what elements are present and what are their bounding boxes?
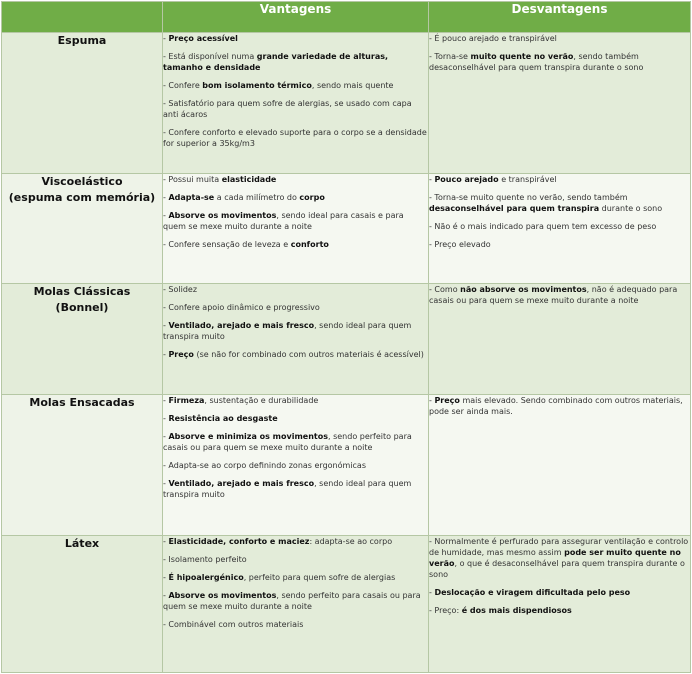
bullet-item xyxy=(163,51,428,73)
text-run: - Não é o mais indicado para quem tem excesso de peso xyxy=(429,222,657,231)
text-run: - xyxy=(163,34,169,43)
bullet-item xyxy=(429,239,690,250)
text-run: - xyxy=(163,211,169,220)
vantagens-cell xyxy=(163,33,429,174)
bullet-item xyxy=(163,33,428,44)
text-run: - xyxy=(163,414,169,423)
text-run: - Confere sensação de leveza e xyxy=(163,240,291,249)
table-row xyxy=(2,536,691,673)
text-run: : adapta-se ao corpo xyxy=(309,537,393,546)
table-row xyxy=(2,174,691,284)
row-name-line: Molas Clássicas xyxy=(33,285,131,298)
comparison-table xyxy=(1,1,691,673)
bullet-item xyxy=(163,554,428,565)
bold-text: Preço xyxy=(168,350,194,359)
text-run: - Está disponível numa xyxy=(163,52,257,61)
vantagens-cell xyxy=(163,174,429,284)
text-run: - xyxy=(163,321,169,330)
text-run: - Como xyxy=(429,285,461,294)
bullet-item xyxy=(163,478,428,500)
text-run: , sendo perfeito para casais ou para quem se mexe muito durante a noite xyxy=(163,591,421,611)
text-run: a cada milímetro do xyxy=(214,193,300,202)
text-run: - Confere apoio dinâmico e progressivo xyxy=(163,303,320,312)
text-run: , sendo mais quente xyxy=(311,81,394,90)
bullet-item xyxy=(163,302,428,313)
text-run: - xyxy=(163,591,169,600)
text-run: , sendo ideal para quem transpira muito xyxy=(163,479,412,499)
text-run: - Preço: xyxy=(429,606,462,615)
bullet-item xyxy=(163,349,428,360)
desvantagens-cell xyxy=(429,33,691,174)
vantagens-cell xyxy=(163,395,429,536)
bold-text: conforto xyxy=(290,240,329,249)
bullet-item xyxy=(429,33,690,44)
bullet-item xyxy=(429,536,690,580)
text-run: , sendo ideal para casais e para quem se mexe muito durante a noite xyxy=(163,211,404,231)
text-run: - xyxy=(429,588,435,597)
desvantagens-cell xyxy=(429,395,691,536)
row-name-line: (Bonnel) xyxy=(55,301,109,314)
bullet-item xyxy=(163,98,428,120)
text-run: - Confere xyxy=(163,81,203,90)
bold-text: Ventilado, arejado e mais fresco xyxy=(168,479,315,488)
text-run: - xyxy=(429,175,435,184)
bold-text: Firmeza xyxy=(168,396,205,405)
text-run: - xyxy=(429,396,435,405)
row-name-line: Molas Ensacadas xyxy=(29,396,135,409)
bullet-item xyxy=(163,174,428,185)
bullet-item xyxy=(163,320,428,342)
bold-text: corpo xyxy=(299,193,325,202)
bullet-item xyxy=(429,192,690,214)
header-blank-cell xyxy=(2,2,163,33)
table-row xyxy=(2,33,691,174)
text-run: - Possui muita xyxy=(163,175,222,184)
bullet-item xyxy=(163,536,428,547)
bullet-item xyxy=(163,239,428,250)
text-run: - xyxy=(163,396,169,405)
bold-text: é dos mais dispendiosos xyxy=(461,606,572,615)
text-run: - Confere conforto e elevado suporte para o corpo se a densidade for superior a 35kg/m3 xyxy=(163,128,427,148)
bullet-item xyxy=(429,174,690,185)
text-run: - Solidez xyxy=(163,285,198,294)
bold-text: pode ser muito quente no verão xyxy=(429,548,681,568)
text-run: - Preço elevado xyxy=(429,240,491,249)
text-run: - Torna-se muito quente no verão, sendo também xyxy=(429,193,628,202)
text-run: , perfeito para quem sofre de alergias xyxy=(243,573,396,582)
bullet-item xyxy=(163,431,428,453)
vantagens-cell xyxy=(163,284,429,395)
bullet-item xyxy=(163,210,428,232)
desvantagens-cell xyxy=(429,536,691,673)
bold-text: Preço xyxy=(434,396,460,405)
vantagens-cell xyxy=(163,536,429,673)
bold-text: Elasticidade, conforto e maciez xyxy=(168,537,310,546)
row-name-line: Espuma xyxy=(57,34,107,47)
text-run: e transpirável xyxy=(498,175,557,184)
bullet-item xyxy=(163,413,428,424)
row-name-line: Viscoelástico xyxy=(41,175,123,188)
bullet-item xyxy=(163,192,428,203)
desvantagens-cell xyxy=(429,284,691,395)
bold-text: desaconselhável para quem transpira xyxy=(429,204,600,213)
row-name-line: (espuma com memória) xyxy=(8,191,156,204)
text-run: - Torna-se xyxy=(429,52,471,61)
text-run: - Adapta-se ao corpo definindo zonas ergonómicas xyxy=(163,461,367,470)
bullet-item xyxy=(163,284,428,295)
text-run: , sendo perfeito para casais ou para quem se mexe muito durante a noite xyxy=(163,432,412,452)
bullet-item xyxy=(429,284,690,306)
bullet-item xyxy=(429,587,690,598)
text-run: durante o sono xyxy=(599,204,663,213)
bullet-item xyxy=(429,51,690,73)
bullet-item xyxy=(163,80,428,91)
bullet-item xyxy=(163,572,428,583)
bold-text: É hipoalergénico xyxy=(168,573,244,582)
desvantagens-cell xyxy=(429,174,691,284)
text-run: - xyxy=(163,479,169,488)
bold-text: Absorve os movimentos xyxy=(168,591,277,600)
text-run: - Satisfatório para quem sofre de alergias, se usado com capa anti ácaros xyxy=(163,99,412,119)
bold-text: grande variedade de alturas, tamanho e densidade xyxy=(163,52,389,72)
bold-text: Resistência ao desgaste xyxy=(168,414,278,423)
text-run: - xyxy=(163,432,169,441)
text-run: , o que é desaconselhável para quem transpira durante o sono xyxy=(429,559,685,579)
text-run: , sustentação e durabilidade xyxy=(204,396,319,405)
table-row xyxy=(2,395,691,536)
text-run: (se não for combinado com outros materiais é acessível) xyxy=(193,350,424,359)
text-run: - Isolamento perfeito xyxy=(163,555,247,564)
bold-text: Ventilado, arejado e mais fresco xyxy=(168,321,315,330)
bullet-item xyxy=(429,605,690,616)
text-run: - xyxy=(163,573,169,582)
bold-text: Deslocação e viragem dificultada pelo peso xyxy=(434,588,631,597)
row-name-line: Látex xyxy=(64,537,100,550)
bullet-item xyxy=(163,590,428,612)
table-row xyxy=(2,284,691,395)
row-name xyxy=(2,284,163,395)
bold-text: Absorve e minimiza os movimentos xyxy=(168,432,328,441)
bullet-item xyxy=(429,221,690,232)
bold-text: muito quente no verão xyxy=(470,52,574,61)
bullet-item xyxy=(163,619,428,630)
bullet-item xyxy=(163,460,428,471)
bold-text: Preço acessível xyxy=(168,34,238,43)
text-run: - xyxy=(163,193,169,202)
row-name xyxy=(2,395,163,536)
header-vantagens: Vantagens xyxy=(163,2,429,33)
row-name xyxy=(2,536,163,673)
bullet-item xyxy=(163,395,428,406)
bullet-item xyxy=(429,395,690,417)
text-run: , não é adequado para casais ou para quem se mexe muito durante a noite xyxy=(429,285,678,305)
bullet-item xyxy=(163,127,428,149)
text-run: , sendo também desaconselhável para quem transpira durante o sono xyxy=(429,52,644,72)
bold-text: Adapta-se xyxy=(168,193,215,202)
header-row xyxy=(2,2,691,33)
text-run: - xyxy=(163,537,169,546)
text-run: mais elevado. Sendo combinado com outros materiais, pode ser ainda mais. xyxy=(429,396,683,416)
text-run: - Combinável com outros materiais xyxy=(163,620,304,629)
row-name xyxy=(2,174,163,284)
header-desvantagens: Desvantagens xyxy=(429,2,691,33)
text-run: - xyxy=(163,350,169,359)
text-run: - É pouco arejado e transpirável xyxy=(429,34,557,43)
text-run: , sendo ideal para quem transpira muito xyxy=(163,321,412,341)
bold-text: Absorve os movimentos xyxy=(168,211,277,220)
bold-text: não absorve os movimentos xyxy=(460,285,587,294)
bold-text: elasticidade xyxy=(221,175,277,184)
bold-text: Pouco arejado xyxy=(434,175,499,184)
row-name xyxy=(2,33,163,174)
bold-text: bom isolamento térmico xyxy=(202,81,312,90)
text-run: - Normalmente é perfurado para assegurar ventilação e controlo de humidade, mas mesmo assim xyxy=(429,537,689,557)
